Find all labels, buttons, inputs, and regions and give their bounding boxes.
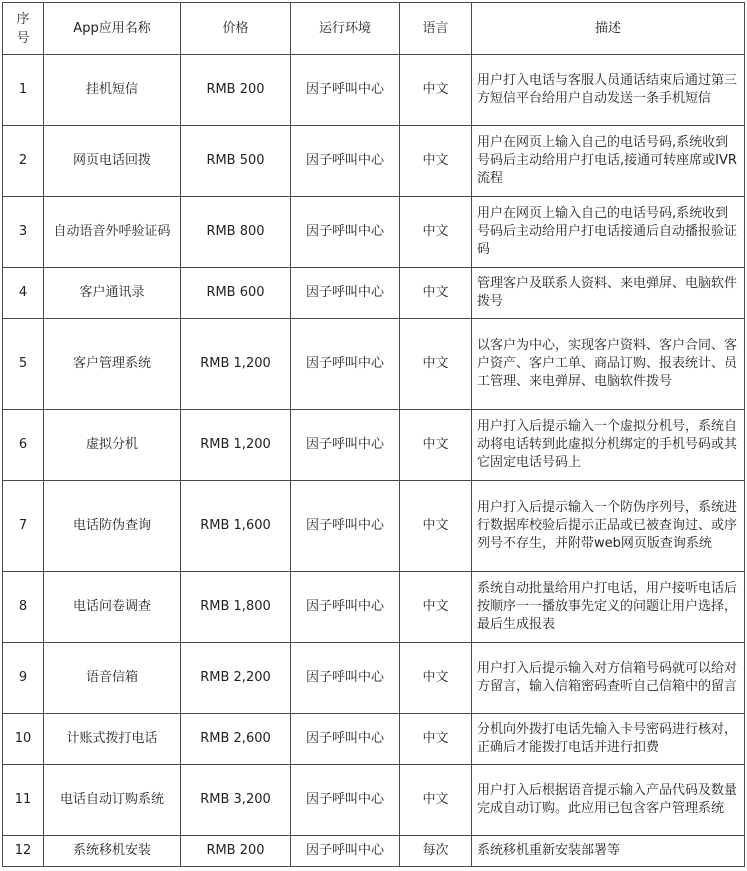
cell-name: 语音信箱: [44, 643, 181, 714]
table-row: [3, 268, 745, 319]
table-row: [3, 714, 745, 765]
cell-price: RMB 3,200: [181, 765, 291, 836]
cell-lang: 中文: [400, 268, 472, 319]
cell-desc: 用户打入电话与客服人员通话结束后通过第三方短信平台给用户自动发送一条手机短信: [472, 55, 745, 126]
cell-desc: 用户打入后根据语音提示输入产品代码及数量完成自动订购。此应用已包含客户管理系统: [472, 765, 745, 836]
cell-seq: 4: [3, 268, 44, 319]
app-price-table: [2, 2, 745, 867]
cell-price: RMB 1,200: [181, 319, 291, 410]
table-row: [3, 319, 745, 410]
cell-seq: 3: [3, 197, 44, 268]
cell-seq: 7: [3, 481, 44, 572]
cell-seq: 1: [3, 55, 44, 126]
header-env: 运行环境: [291, 3, 400, 55]
table-row: [3, 126, 745, 197]
cell-name: 挂机短信: [44, 55, 181, 126]
cell-price: RMB 1,600: [181, 481, 291, 572]
cell-price: RMB 2,200: [181, 643, 291, 714]
cell-lang: 中文: [400, 319, 472, 410]
cell-seq: 5: [3, 319, 44, 410]
cell-lang: 中文: [400, 572, 472, 643]
cell-env: 因子呼叫中心: [291, 765, 400, 836]
cell-lang: 中文: [400, 643, 472, 714]
cell-lang: 中文: [400, 126, 472, 197]
cell-lang: 中文: [400, 481, 472, 572]
cell-desc: 用户打入后提示输入一个防伪序列号，系统进行数据库校验后提示正品或已被查询过、或序列号不存生，并附带web网页版查询系统: [472, 481, 745, 572]
cell-desc: 系统移机重新安装部署等: [472, 836, 745, 867]
cell-desc: 分机向外拨打电话先输入卡号密码进行核对，正确后才能拨打电话并进行扣费: [472, 714, 745, 765]
cell-price: RMB 200: [181, 836, 291, 867]
cell-lang: 中文: [400, 765, 472, 836]
cell-lang: 每次: [400, 836, 472, 867]
table-row: [3, 765, 745, 836]
table-row: [3, 572, 745, 643]
cell-seq: 2: [3, 126, 44, 197]
cell-lang: 中文: [400, 410, 472, 481]
cell-lang: 中文: [400, 197, 472, 268]
cell-price: RMB 200: [181, 55, 291, 126]
header-lang: 语言: [400, 3, 472, 55]
cell-env: 因子呼叫中心: [291, 481, 400, 572]
cell-name: 电话防伪查询: [44, 481, 181, 572]
table-row: [3, 481, 745, 572]
cell-name: 虚拟分机: [44, 410, 181, 481]
header-name: App应用名称: [44, 3, 181, 55]
cell-desc: 系统自动批量给用户打电话，用户接听电话后按顺序一一播放事先定义的问题让用户选择，最后生成报表: [472, 572, 745, 643]
cell-seq: 6: [3, 410, 44, 481]
header-seq: [3, 3, 44, 55]
cell-name: 系统移机安装: [44, 836, 181, 867]
header-desc: 描述: [472, 3, 745, 55]
cell-desc: 以客户为中心，实现客户资料、客户合同、客户资产、客户工单、商品订购、报表统计、员工管理、来电弹屏、电脑软件拨号: [472, 319, 745, 410]
cell-seq: 9: [3, 643, 44, 714]
cell-env: 因子呼叫中心: [291, 643, 400, 714]
cell-name: 网页电话回拨: [44, 126, 181, 197]
cell-lang: 中文: [400, 714, 472, 765]
cell-desc: 用户打入后提示输入对方信箱号码就可以给对方留言，输入信箱密码查听自己信箱中的留言: [472, 643, 745, 714]
cell-seq: 10: [3, 714, 44, 765]
cell-desc: 用户在网页上输入自己的电话号码,系统收到号码后主动给用户打电话接通后自动播报验证码: [472, 197, 745, 268]
cell-env: 因子呼叫中心: [291, 836, 400, 867]
table-row: [3, 197, 745, 268]
cell-name: 客户管理系统: [44, 319, 181, 410]
table-row: [3, 55, 745, 126]
cell-lang: 中文: [400, 55, 472, 126]
cell-env: 因子呼叫中心: [291, 410, 400, 481]
header-seq-text: 序号: [16, 11, 30, 46]
header-price: 价格: [181, 3, 291, 55]
cell-name: 自动语音外呼验证码: [44, 197, 181, 268]
table-row: [3, 410, 745, 481]
cell-env: 因子呼叫中心: [291, 268, 400, 319]
cell-env: 因子呼叫中心: [291, 572, 400, 643]
table-row: [3, 836, 745, 867]
cell-desc: 用户在网页上输入自己的电话号码,系统收到号码后主动给用户打电话,接通可转座席或IVR流程: [472, 126, 745, 197]
cell-name: 电话问卷调查: [44, 572, 181, 643]
cell-seq: 12: [3, 836, 44, 867]
cell-desc: 用户打入后提示输入一个虚拟分机号，系统自动将电话转到此虚拟分机绑定的手机号码或其它固定电话号码上: [472, 410, 745, 481]
table-row: [3, 643, 745, 714]
cell-name: 电话自动订购系统: [44, 765, 181, 836]
cell-price: RMB 800: [181, 197, 291, 268]
cell-env: 因子呼叫中心: [291, 55, 400, 126]
cell-env: 因子呼叫中心: [291, 197, 400, 268]
table-header-row: [3, 3, 745, 55]
cell-price: RMB 600: [181, 268, 291, 319]
cell-price: RMB 1,800: [181, 572, 291, 643]
cell-name: 客户通讯录: [44, 268, 181, 319]
cell-seq: 11: [3, 765, 44, 836]
cell-price: RMB 1,200: [181, 410, 291, 481]
cell-env: 因子呼叫中心: [291, 319, 400, 410]
cell-price: RMB 500: [181, 126, 291, 197]
cell-seq: 8: [3, 572, 44, 643]
cell-price: RMB 2,600: [181, 714, 291, 765]
cell-name: 计账式拨打电话: [44, 714, 181, 765]
cell-desc: 管理客户及联系人资料、来电弹屏、电脑软件拨号: [472, 268, 745, 319]
cell-env: 因子呼叫中心: [291, 714, 400, 765]
cell-env: 因子呼叫中心: [291, 126, 400, 197]
